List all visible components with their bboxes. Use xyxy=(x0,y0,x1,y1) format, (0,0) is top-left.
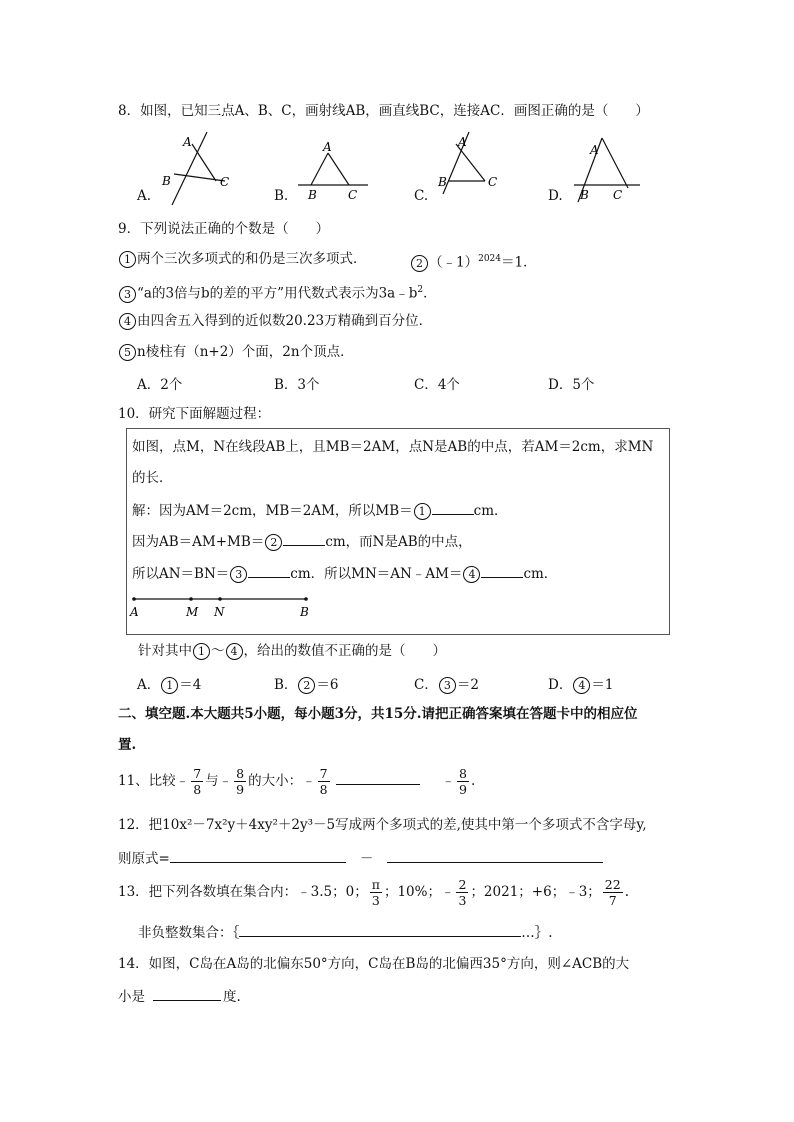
answer-blank[interactable] xyxy=(336,770,420,785)
circled-number: 3 xyxy=(230,566,247,583)
q10-sol2-pre: 因为AB＝AM+MB＝ xyxy=(132,534,265,550)
q10-sol1-pre: 解：因为AM＝2cm，MB＝2AM，所以MB＝ xyxy=(132,503,413,519)
q9-option-a: A．2个 xyxy=(137,377,183,393)
q8b-label-a: A xyxy=(323,140,332,154)
q10-option-d: D． 4 ＝1 xyxy=(548,677,614,693)
q10-question-pre: 针对其中 xyxy=(138,643,192,659)
q10-solution-line-2 xyxy=(132,531,472,552)
circled-number: 1 xyxy=(414,503,431,520)
q14-line-1: 14．如图，C岛在A岛的北偏东50°方向，C岛在B岛的北偏西35°方向，则∠ACB的大 xyxy=(118,956,630,972)
q14-suffix: 度. xyxy=(223,989,241,1005)
q8a-label-c: C xyxy=(220,175,230,189)
q12-prefix: 则原式= xyxy=(118,851,170,867)
q10-question xyxy=(138,641,446,661)
q8-option-b-figure xyxy=(280,128,380,208)
q13-mid1: ；10%；﹣ xyxy=(383,884,455,900)
q8-option-a-label: A. xyxy=(137,188,152,204)
segment-label-a: A xyxy=(130,605,139,619)
section-2-heading-line-1: 二、填空题.本大题共5小题，每小题3分，共15分.请把正确答案填在答题卡中的相应位 xyxy=(118,706,638,722)
fraction: $\frac{7}{8}$ xyxy=(319,766,328,797)
circled-number: 3 xyxy=(119,286,136,303)
circled-number: 2 xyxy=(265,534,282,551)
q8-option-b-label: B. xyxy=(274,188,289,204)
q8c-label-b: B xyxy=(438,175,447,189)
q9-option-b: B．3个 xyxy=(274,377,320,393)
q13-line-1 xyxy=(118,877,629,908)
q14-prefix: 小是 xyxy=(118,989,145,1005)
answer-blank[interactable] xyxy=(170,848,346,863)
q9-statement-3 xyxy=(118,280,437,304)
q9-stem: 9．下列说法正确的个数是（ ） xyxy=(118,221,330,237)
segment-label-n: N xyxy=(214,605,225,619)
q8d-label-a: A xyxy=(590,143,599,157)
answer-blank xyxy=(283,531,325,546)
circled-number: 4 xyxy=(119,313,136,330)
q8a-label-a: A xyxy=(183,135,192,149)
q9-s3-text: “a的3倍与b的差的平方”用代数式表示为3a﹣b xyxy=(137,285,418,302)
q9-s1-text: 两个三次多项式的和仍是三次多项式． xyxy=(137,251,367,267)
q14-line-2 xyxy=(118,986,241,1007)
q10-box-line-1: 如图，点M，N在线段AB上，且MB＝2AM，点N是AB的中点，若AM＝2cm，求MN xyxy=(132,439,654,455)
q11-mid: 与﹣ xyxy=(205,773,233,789)
q8b-label-b: B xyxy=(308,188,317,202)
answer-blank[interactable] xyxy=(239,922,521,937)
answer-blank[interactable] xyxy=(153,986,221,1001)
q9-option-d: D．5个 xyxy=(548,377,595,393)
circled-number: 4 xyxy=(463,566,480,583)
q13-pre: 13．把下列各数填在集合内：﹣3.5；0； xyxy=(118,884,368,900)
q11-line xyxy=(118,766,475,797)
answer-blank xyxy=(432,500,474,515)
q9-s3-exp: 2 xyxy=(417,285,424,295)
q8d-label-b: B xyxy=(580,188,589,202)
q10-option-c: C． 3 ＝2 xyxy=(414,677,479,693)
circled-number: 4 xyxy=(573,677,590,694)
q8b-label-c: C xyxy=(348,188,358,202)
q9-statement-4 xyxy=(118,311,432,331)
q12-line-1: 12．把10x²－7x²y＋4xy²＋2y³－5写成两个多项式的差,使其中第一个多项式不含字母y, xyxy=(118,817,647,833)
q9-s3-post: ． xyxy=(423,285,437,302)
circled-number: 5 xyxy=(119,344,136,361)
q8-option-d-label: D. xyxy=(548,188,563,204)
q13-mid2: ；2021；+6；﹣3； xyxy=(470,884,601,900)
segment-label-b: B xyxy=(300,605,309,619)
q8-option-c-label: C. xyxy=(414,188,429,204)
q10-stem: 10．研究下面解题过程： xyxy=(118,406,271,422)
q11-minus: ﹣ xyxy=(441,773,456,789)
q9-s5-text: n棱柱有（n+2）个面，2n个顶点． xyxy=(137,344,354,360)
circled-number: 1 xyxy=(161,677,178,694)
circled-number: 4 xyxy=(226,643,243,660)
q13-set-prefix: 非负整数集合：｛ xyxy=(138,925,240,941)
q9-s2-exp: 2024 xyxy=(478,254,501,264)
answer-blank[interactable] xyxy=(387,848,603,863)
circled-number: 3 xyxy=(439,677,456,694)
q10-box-line-2: 的长． xyxy=(132,470,173,486)
section-2-heading-line-2: 置. xyxy=(118,737,137,753)
q8-option-d-figure xyxy=(560,128,660,208)
q10-sol3-mid: cm．所以MN＝AN﹣AM＝ xyxy=(290,566,463,582)
q10-question-tilde: ～ xyxy=(211,643,225,659)
q10-sol3-pre: 所以AN＝BN＝ xyxy=(132,566,230,582)
q11-end: . xyxy=(471,773,476,789)
q12-line-2 xyxy=(118,848,603,869)
q10-sol2-mid: cm，而N是AB的中点， xyxy=(325,534,472,550)
fraction: $\frac{8}{9}$ xyxy=(236,766,245,797)
q9-s2-pre: （﹣1） xyxy=(429,254,479,271)
q8-stem: 8．如图，已知三点A、B、C，画射线AB，画直线BC，连接AC．画图正确的是（ ） xyxy=(118,103,649,119)
q8a-label-b: B xyxy=(162,174,171,188)
q10-option-a: A． 1 ＝4 xyxy=(137,677,202,693)
circled-number: 2 xyxy=(411,255,428,272)
q10-solution-line-3 xyxy=(132,563,557,584)
q13-line-2 xyxy=(138,922,553,943)
fraction: $\frac{7}{8}$ xyxy=(193,766,202,797)
fraction: $\frac{\pi}{3}$ xyxy=(371,877,380,908)
answer-blank xyxy=(481,563,523,578)
q13-end: . xyxy=(624,884,629,900)
circled-number: 2 xyxy=(298,677,315,694)
q9-statement-5 xyxy=(118,342,354,362)
q12-minus: － xyxy=(359,851,374,867)
q10-sol3-unit: cm． xyxy=(523,566,558,582)
q10-question-post: ，给出的数值不正确的是（ ） xyxy=(243,643,446,659)
q8c-label-c: C xyxy=(488,175,498,189)
q8-option-c-figure xyxy=(420,128,520,208)
q9-statement-2 xyxy=(410,249,537,273)
q10-sol1-unit: cm． xyxy=(473,503,508,519)
fraction: $\frac{2}{3}$ xyxy=(458,877,467,908)
q9-s4-text: 由四舍五入得到的近似数20.23万精确到百分位． xyxy=(137,313,433,329)
q9-statement-1 xyxy=(118,249,367,269)
answer-blank xyxy=(248,563,290,578)
q8d-label-c: C xyxy=(613,188,623,202)
q9-s2-post: ＝1． xyxy=(501,254,537,271)
q13-set-suffix: …｝. xyxy=(521,925,553,941)
fraction: $\frac{8}{9}$ xyxy=(459,766,467,797)
q10-option-b: B． 2 ＝6 xyxy=(274,677,339,693)
q9-option-c: C．4个 xyxy=(414,377,460,393)
segment-label-m: M xyxy=(186,605,199,619)
fraction: $\frac{22}{7}$ xyxy=(604,877,621,908)
q8c-label-a: A xyxy=(458,135,467,149)
circled-number: 1 xyxy=(119,251,136,268)
q11-pre: 11、比较﹣ xyxy=(118,773,190,789)
q10-segment-figure xyxy=(128,592,328,624)
circled-number: 1 xyxy=(193,643,210,660)
q11-post: 的大小：﹣ xyxy=(248,773,316,789)
q10-solution-line-1 xyxy=(132,500,508,521)
